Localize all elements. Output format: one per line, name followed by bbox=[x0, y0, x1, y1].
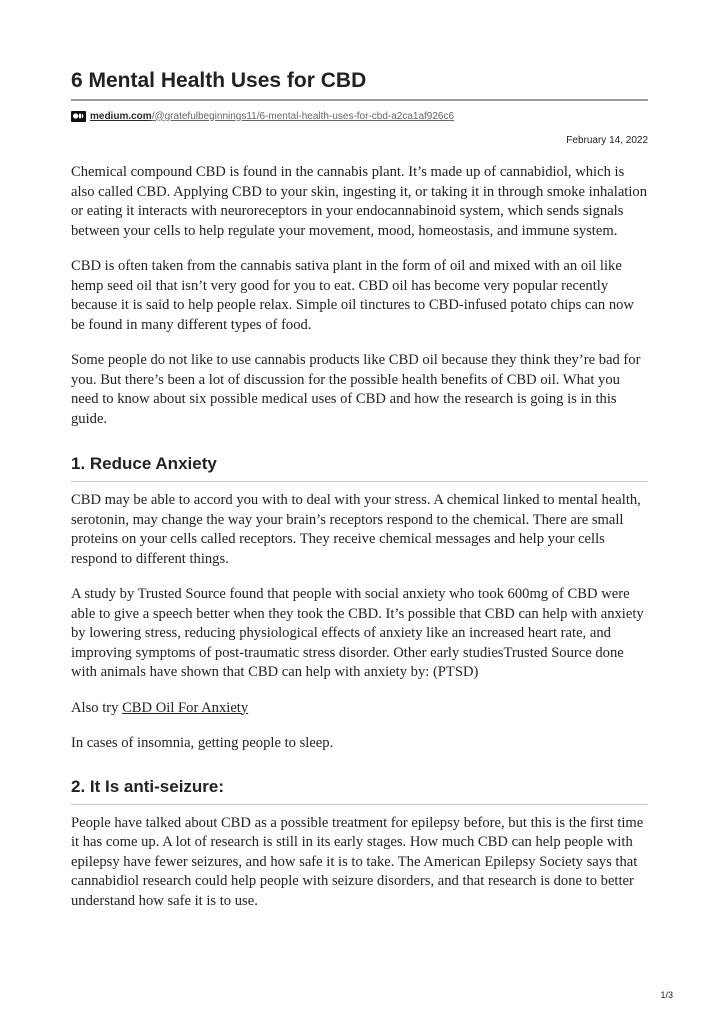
section-paragraph: People have talked about CBD as a possible treatment for epilepsy before, but this is the first time it has come up. A lot of research is still in its early stages. How much CBD can help people with epilepsy have fewer seizures, and how safe it is to take. The American Epilepsy Society says that cannabidiol research could help people with seizure disorders, and that research is done to better understand how safe it is to use. bbox=[71, 814, 644, 909]
page-number: 1/3 bbox=[660, 990, 673, 1000]
section-heading: 1. Reduce Anxiety bbox=[71, 454, 217, 473]
section-paragraph: In cases of insomnia, getting people to sleep. bbox=[71, 735, 334, 751]
section-heading: 2. It Is anti-seizure: bbox=[71, 776, 225, 796]
section-paragraph: CBD may be able to accord you with to deal with your stress. A chemical linked to mental health, serotonin, may change the way your brain’s receptors respond to the chemical. There are small proteins on your cells called receptors. They receive chemical messages and help your cells respond to different things. bbox=[71, 492, 641, 567]
medium-logo-icon bbox=[71, 111, 86, 122]
section-divider bbox=[71, 481, 648, 482]
source-path-link[interactable]: /@gratefulbeginnings11/6-mental-health-uses-for-cbd-a2ca1af926c6 bbox=[151, 110, 455, 122]
title-divider bbox=[71, 99, 648, 101]
intro-paragraph: Some people do not like to use cannabis products like CBD oil because they think they’re bad for you. But there’s been a lot of discussion for the possible health benefits of CBD oil. What you need to know about six possible medical uses of CBD and how the research is going is in this guide. bbox=[71, 352, 641, 427]
intro-paragraph: Chemical compound CBD is found in the cannabis plant. It’s made up of cannabidiol, which is also called CBD. Applying CBD to your skin, ingesting it, or taking it in through smoke inhalation or eating it interacts with neuroreceptors in your endocannabinoid system, which sends signals between your cells to help regulate your movement, mood, homeostasis, and immune system. bbox=[71, 164, 648, 239]
article bbox=[71, 0, 648, 911]
section-paragraph: A study by Trusted Source found that people with social anxiety who took 600mg of CBD were able to give a speech better when they took the CBD. It’s possible that CBD can help with anxiety by lowering stress, reducing physiological effects of anxiety like an increased heart rate, and improving symptoms of post-traumatic stress disorder. Other early studiesTrusted Source done with animals have shown that CBD can help with anxiety by: (PTSD) bbox=[71, 586, 644, 680]
section-divider bbox=[71, 804, 648, 805]
cbd-oil-anxiety-link[interactable]: CBD Oil For Anxiety bbox=[122, 699, 249, 716]
intro-paragraph: CBD is often taken from the cannabis sativa plant in the form of oil and mixed with an oil like hemp seed oil that isn’t very good for you to eat. CBD oil has become very popular recently because it is said to help people relax. Simple oil tinctures to CBD-infused potato chips can now be found in many different types of food. bbox=[71, 258, 634, 333]
also-try-line bbox=[71, 699, 648, 719]
source-line bbox=[71, 109, 648, 123]
source-domain-link[interactable]: medium.com bbox=[90, 110, 152, 122]
also-try-prefix: Also try bbox=[71, 699, 123, 716]
page-title: 6 Mental Health Uses for CBD bbox=[71, 69, 367, 92]
publish-date: February 14, 2022 bbox=[566, 135, 648, 146]
